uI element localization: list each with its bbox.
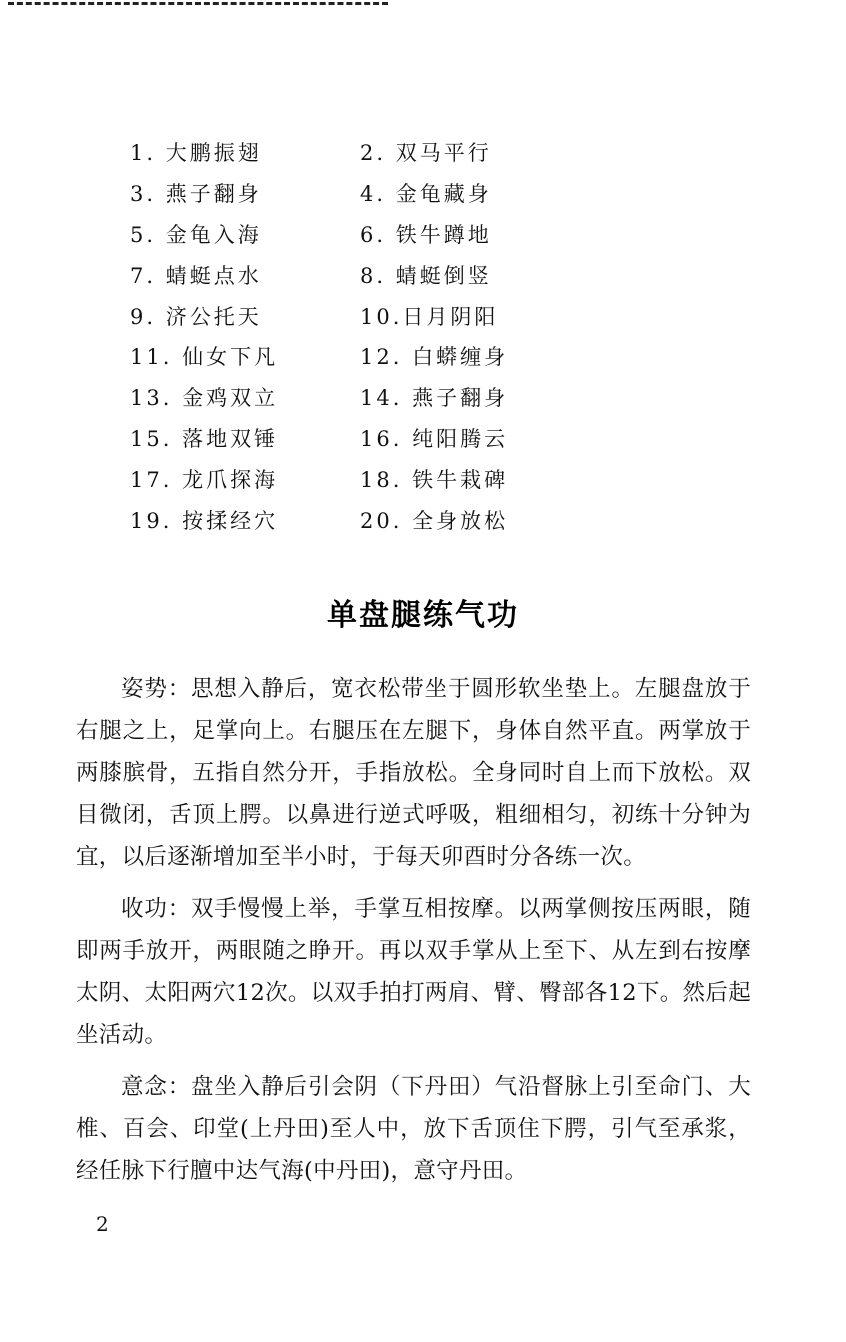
- list-row: [130, 499, 590, 540]
- list-row: [130, 336, 590, 377]
- list-row: [130, 214, 590, 255]
- list-item: 13. 金鸡双立: [130, 386, 279, 411]
- list-row: [130, 295, 590, 336]
- exercise-list: [130, 132, 590, 540]
- page-number: 2: [96, 1212, 109, 1236]
- list-item: 12. 白蟒缠身: [360, 345, 509, 370]
- list-row: [130, 132, 590, 173]
- list-item: 14. 燕子翻身: [360, 386, 509, 411]
- list-item: 20. 全身放松: [360, 508, 509, 533]
- top-dashed-rule: [8, 2, 388, 15]
- list-item: 15. 落地双锤: [130, 426, 279, 451]
- paragraph-posture: 姿势：思想入静后，宽衣松带坐于圆形软坐垫上。左腿盘放于右腿之上，足掌向上。右腿压在左腿下，身体自然平直。两掌放于两膝膑骨，五指自然分开，手指放松。全身同时自上而下放松。双目微闭，舌顶上腭。以鼻进行逆式呼吸，粗细相匀，初练十分钟为宜，以后逐渐增加至半小时，于每天卯酉时分各练一次。: [76, 676, 751, 870]
- list-item: 8. 蜻蜓倒竖: [360, 263, 492, 288]
- list-item: 7. 蜻蜓点水: [130, 263, 262, 288]
- paragraph-closing: 收功：双手慢慢上举，手掌互相按摩。以两掌侧按压两眼，随即两手放开，两眼随之睁开。再以双手掌从上至下、从左到右按摩太阴、太阳两穴12次。以双手拍打两肩、臂、臀部各12下。然后起坐活动。: [76, 896, 751, 1048]
- list-row: [130, 173, 590, 214]
- list-item: 3. 燕子翻身: [130, 182, 262, 207]
- list-item: 4. 金龟藏身: [360, 182, 492, 207]
- list-item: 2. 双马平行: [360, 141, 492, 166]
- paragraph-intention: 意念：盘坐入静后引会阴（下丹田）气沿督脉上引至命门、大椎、百会、印堂(上丹田)至人中，放下舌顶住下腭，引气至承浆，经任脉下行膻中达气海(中丹田)，意守丹田。: [76, 1074, 751, 1184]
- body-text: [76, 668, 751, 1202]
- list-item: 1. 大鹏振翅: [130, 141, 262, 166]
- section-title: 单盘腿练气功: [327, 598, 519, 633]
- list-item: 6. 铁牛蹲地: [360, 222, 492, 247]
- list-item: 9. 济公托天: [130, 304, 262, 329]
- list-row: [130, 254, 590, 295]
- list-item: 5. 金龟入海: [130, 222, 262, 247]
- list-item: 16. 纯阳腾云: [360, 426, 509, 451]
- list-item: 19. 按揉经穴: [130, 508, 279, 533]
- list-item: 10.日月阴阳: [360, 304, 499, 329]
- list-row: [130, 458, 590, 499]
- list-row: [130, 418, 590, 459]
- list-item: 17. 龙爪探海: [130, 467, 279, 492]
- list-item: 11. 仙女下凡: [130, 345, 279, 370]
- list-item: 18. 铁牛栽碑: [360, 467, 509, 492]
- list-row: [130, 377, 590, 418]
